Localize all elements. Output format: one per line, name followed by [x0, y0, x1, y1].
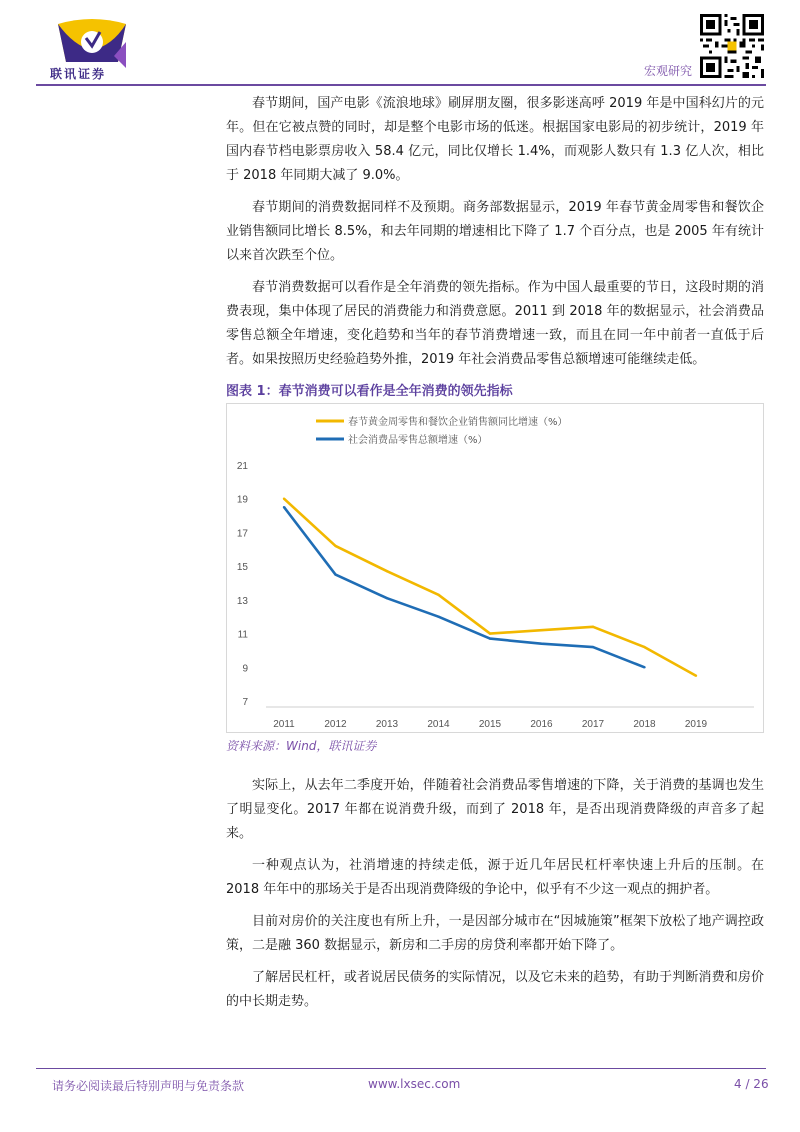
- x-tick-label: 2017: [581, 719, 605, 730]
- data-point: [489, 637, 491, 639]
- x-tick-label: 2019: [684, 719, 708, 730]
- x-tick-label: 2013: [375, 719, 399, 730]
- data-point: [334, 573, 336, 575]
- x-tick-label: 2011: [273, 719, 295, 730]
- paragraph: 春节期间，国产电影《流浪地球》刷屏朋友圈，很多影迷高呼 2019 年是中国科幻片的元年。但在它被点赞的同时，却是整个电影市场的低迷。根据国家电影局的初步统计，2019 年国内春节档电影票房收入 58.4 亿元，同比仅增长 1.4%，而观影人数只有 1.3 亿人次，相比于 2018 年同期大减了 9.0%。: [226, 96, 764, 183]
- figure-source: 资料来源：Wind，联讯证券: [226, 739, 377, 753]
- series-line-1: [284, 499, 696, 676]
- figure-title: 图表 1：春节消费可以看作是全年消费的领先指标: [226, 384, 513, 399]
- data-point: [437, 616, 439, 618]
- y-tick-label: 15: [236, 562, 248, 574]
- data-point: [592, 646, 594, 648]
- y-tick-label: 21: [236, 461, 248, 472]
- paragraph: 春节消费数据可以看作是全年消费的领先指标。作为中国人最重要的节日，这段时期的消费表现，集中体现了居民的消费能力和消费意愿。2011 到 2018 年的数据显示，社会消费品零售总额全年增速，变化趋势和当年的春节消费增速一致，而且在同一年中前者一直低于后者。如果按照历史经验趋势外推，2019 年社会消费品零售总额增速可能继续走低。: [226, 280, 764, 367]
- series-line-2: [284, 507, 645, 667]
- page-number: 4 / 26: [734, 1077, 769, 1091]
- chart-svg: [226, 403, 764, 733]
- qr-code-icon: [700, 14, 764, 78]
- footer-divider: [36, 1068, 766, 1069]
- paragraph: 目前对房价的关注度也有所上升，一是因部分城市在“因城施策”框架下放松了地产调控政策，二是融 360 数据显示，新房和二手房的房贷利率都开始下降了。: [226, 914, 764, 953]
- page-header: [0, 0, 800, 90]
- main-content: [226, 92, 764, 1022]
- data-point: [643, 666, 645, 668]
- line-chart: [226, 403, 764, 733]
- data-point: [283, 506, 285, 508]
- website-link[interactable]: www.lxsec.com: [368, 1077, 461, 1091]
- logo-text: 联讯证券: [50, 67, 107, 81]
- data-point: [540, 629, 542, 631]
- x-tick-label: 2014: [427, 719, 450, 730]
- data-point: [695, 675, 697, 677]
- data-point: [540, 642, 542, 644]
- data-point: [283, 498, 285, 500]
- chart-frame: [227, 404, 764, 733]
- paragraph: 了解居民杠杆，或者说居民债务的实际情况，以及它未来的趋势，有助于判断消费和房价的中长期走势。: [226, 970, 764, 1009]
- data-point: [437, 594, 439, 596]
- data-point: [386, 570, 388, 572]
- y-tick-label: 17: [236, 528, 248, 540]
- data-point: [334, 545, 336, 547]
- disclaimer-link[interactable]: 请务必阅读最后特别声明与免责条款: [52, 1079, 245, 1093]
- paragraph: 一种观点认为，社消增速的持续走低，源于近几年居民杠杆率快速上升后的压制。在2018 年年中的那场关于是否出现消费降级的争论中，似乎有不少这一观点的拥护者。: [226, 858, 764, 897]
- y-tick-label: 7: [242, 697, 248, 708]
- department-label: 宏观研究: [643, 64, 692, 78]
- paragraph: 实际上，从去年二季度开始，伴随着社会消费品零售增速的下降，关于消费的基调也发生了明显变化。2017 年都在说消费升级，而到了 2018 年，是否出现消费降级的声音多了起来。: [226, 778, 764, 841]
- x-tick-label: 2016: [530, 719, 553, 730]
- header-divider: [36, 84, 766, 86]
- legend-label: 春节黄金周零售和餐饮企业销售额同比增速（%）: [348, 417, 568, 428]
- data-point: [386, 597, 388, 599]
- y-tick-label: 19: [236, 494, 248, 506]
- data-point: [489, 632, 491, 634]
- y-tick-label: 13: [236, 595, 248, 607]
- y-tick-label: 11: [237, 629, 248, 641]
- x-tick-label: 2015: [478, 719, 502, 730]
- legend-label: 社会消费品零售总额增速（%）: [348, 435, 488, 446]
- data-point: [592, 626, 594, 628]
- x-tick-label: 2012: [324, 719, 347, 730]
- y-tick-label: 9: [242, 663, 248, 675]
- x-tick-label: 2018: [633, 719, 656, 730]
- paragraph: 春节期间的消费数据同样不及预期。商务部数据显示，2019 年春节黄金周零售和餐饮企业销售额同比增长 8.5%，和去年同期的增速相比下降了 1.7 个百分点，也是 2005 年有统计以来首次跌至个位。: [226, 200, 764, 263]
- data-point: [643, 646, 645, 648]
